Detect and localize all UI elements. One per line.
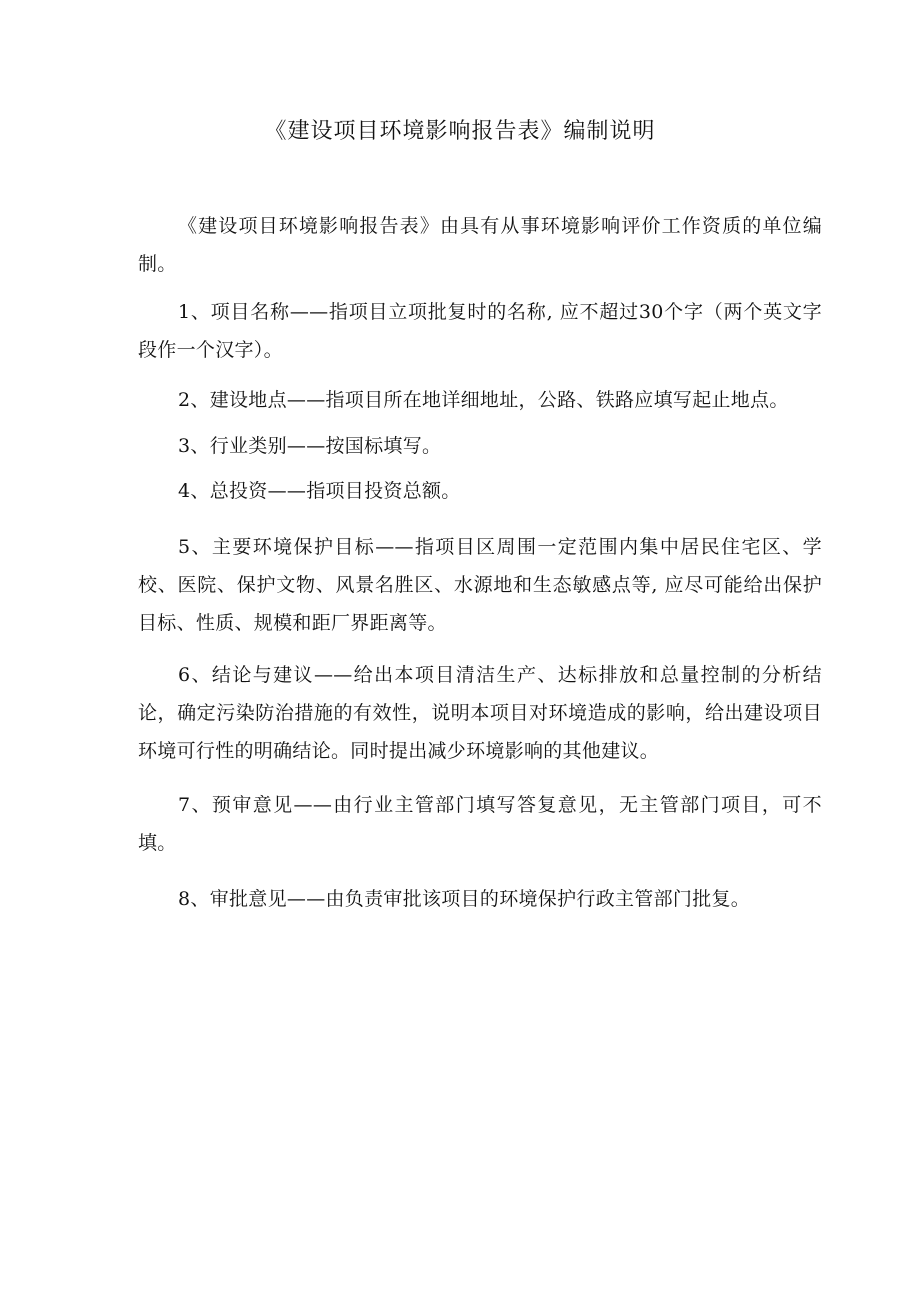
document-title: 《建设项目环境影响报告表》编制说明 [264, 119, 656, 144]
item-preliminary-review: 7、预审意见——由行业主管部门填写答复意见，无主管部门项目，可不填。 [138, 794, 822, 854]
item-protection-targets: 5、主要环境保护目标——指项目区周围一定范围内集中居民住宅区、学校、医院、保护文物、风景名胜区、水源地和生态敏感点等, 应尽可能给出保护目标、性质、规模和距厂界距离等。 [138, 536, 822, 634]
item-industry-category: 3、行业类别——按国标填写。 [178, 435, 442, 457]
item-construction-site: 2、建设地点——指项目所在地详细地址，公路、铁路应填写起止地点。 [178, 389, 789, 411]
item-total-investment: 4、总投资——指项目投资总额。 [178, 480, 461, 502]
item-approval-opinion: 8、审批意见——由负责审批该项目的环境保护行政主管部门批复。 [178, 888, 751, 910]
item-conclusions: 6、结论与建议——给出本项目清洁生产、达标排放和总量控制的分析结论，确定污染防治措施的有效性，说明本项目对环境造成的影响，给出建设项目环境可行性的明确结论。同时提出减少环境影响的其他建议。 [138, 664, 822, 762]
intro-paragraph: 《建设项目环境影响报告表》由具有从事环境影响评价工作资质的单位编制。 [138, 215, 822, 275]
item-project-name: 1、项目名称——指项目立项批复时的名称, 应不超过30个字（两个英文字段作一个汉字）。 [138, 301, 822, 361]
